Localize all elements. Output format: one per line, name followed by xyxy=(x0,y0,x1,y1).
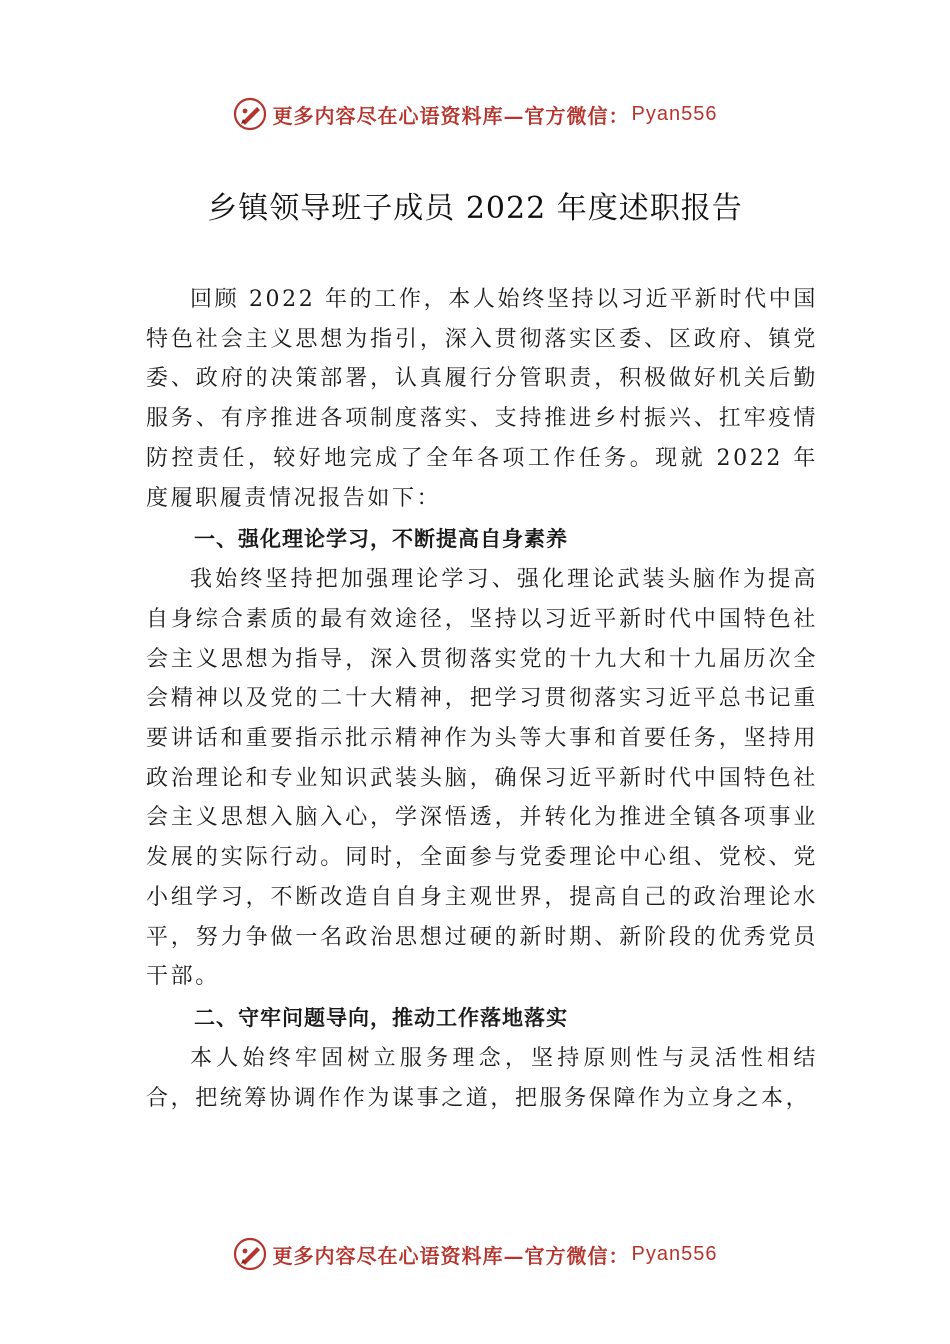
document-body xyxy=(146,280,818,1118)
watermark-wechat-id: Pyan556 xyxy=(631,102,718,125)
watermark-wechat-id: Pyan556 xyxy=(631,1242,718,1265)
pen-seal-logo-icon xyxy=(233,1237,267,1271)
section-1-heading: 一、强化理论学习，不断提高自身素养 xyxy=(194,527,568,552)
section-2-heading: 二、守牢问题导向，推动工作落地落实 xyxy=(194,1005,568,1030)
document-title: 乡镇领导班子成员 2022 年度述职报告 xyxy=(207,191,743,226)
section-1-paragraph: 我始终坚持把加强理论学习、强化理论武装头脑作为提高自身综合素质的最有效途径，坚持以习近平新时代中国特色社会主义思想为指导，深入贯彻落实党的十九大和十九届历次全会精神以及党的二十大精神，把学习贯彻落实习近平总书记重要讲话和重要指示批示精神作为头等大事和首要任务，坚持用政治理论和专业知识武装头脑，确保习近平新时代中国特色社会主义思想入脑入心，学深悟透，并转化为推进全镇各项事业发展的实际行动。同时，全面参与党委理论中心组、党校、党小组学习，不断改造自自身主观世界，提高自己的政治理论水平，努力争做一名政治思想过硬的新时期、新阶段的优秀党员干部。 xyxy=(146,567,818,990)
pen-seal-logo-icon xyxy=(233,97,267,131)
intro-paragraph: 回顾 2022 年的工作，本人始终坚持以习近平新时代中国特色社会主义思想为指引，深入贯彻落实区委、区政府、镇党委、政府的决策部署，认真履行分管职责，积极做好机关后勤服务、有序推进各项制度落实、支持推进乡村振兴、扛牢疫情防控责任，较好地完成了全年各项工作任务。现就 2022 年度履职履责情况报告如下： xyxy=(146,287,818,511)
watermark-text: 更多内容尽在心语资料库—官方微信： xyxy=(272,1243,630,1268)
footer-watermark xyxy=(0,1234,950,1274)
header-watermark xyxy=(0,94,950,134)
watermark-text: 更多内容尽在心语资料库—官方微信： xyxy=(272,103,630,128)
section-2-paragraph: 本人始终牢固树立服务理念，坚持原则性与灵活性相结合，把统筹协调作作为谋事之道，把服务保障作为立身之本， xyxy=(146,1045,818,1111)
